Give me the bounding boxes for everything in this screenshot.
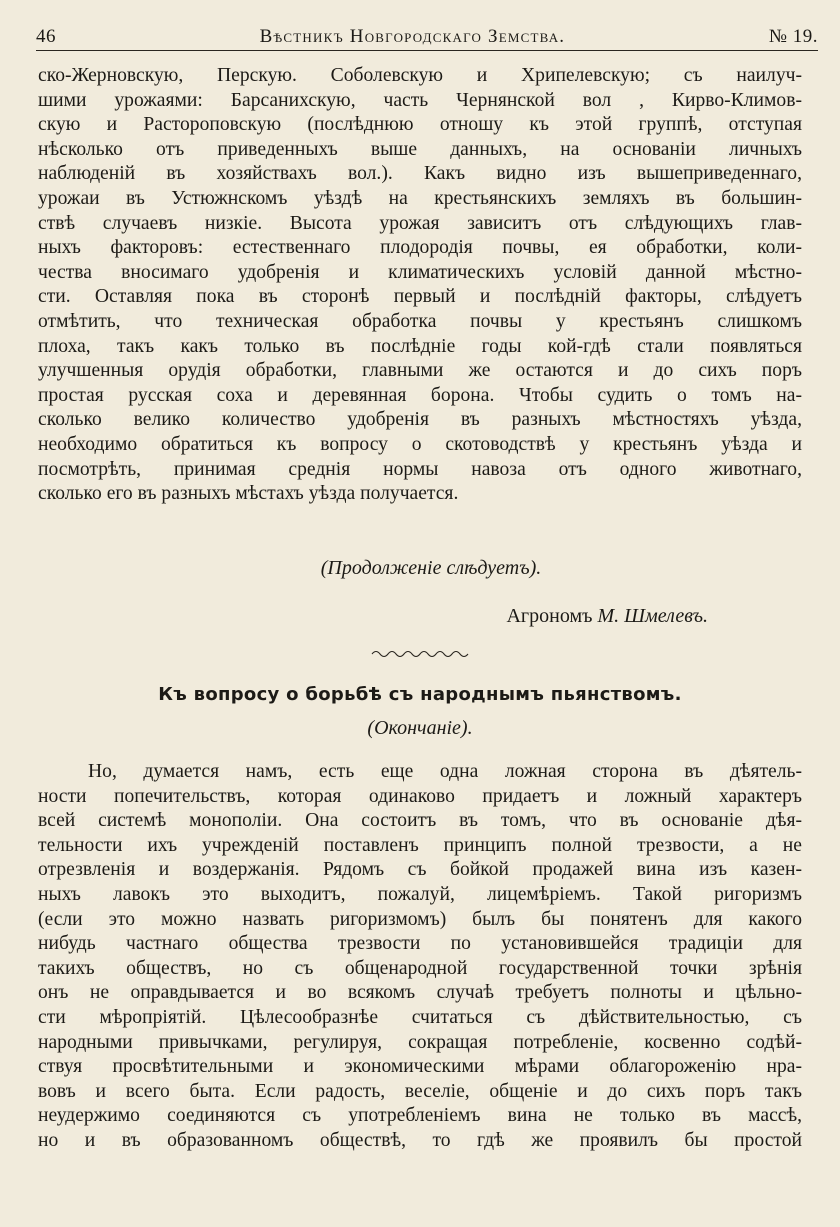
article-subtitle: (Окончаніе). (367, 717, 473, 739)
text-line: отрезвленія и воздержанія. Рядомъ съ бойкой продажей вина изъ казен- (38, 859, 802, 881)
signature-name: М. Шмелевъ. (597, 605, 708, 627)
text-line: сти мѣропріятій. Цѣлесообразнѣе считаться съ дѣйствительностью, съ (38, 1006, 802, 1028)
journal-title: Вѣстникъ Новгородскаго Земства. (259, 26, 566, 47)
text-line: сти. Оставляя пока въ сторонѣ первый и послѣдній факторы, слѣдуетъ (38, 286, 802, 308)
text-line: ско-Жерновскую, Перскую. Соболевскую и Хрипелевскую; съ наилуч- (38, 65, 802, 86)
text-line: ныхъ лавокъ это выходитъ, пожалуй, лицемѣріемъ. Такой ригоризмъ (38, 883, 802, 905)
text-line: простая русская соха и деревянная борона. Чтобы судить о томъ на- (38, 384, 802, 406)
text-line: нѣсколько отъ приведенныхъ выше данныхъ, на основаніи личныхъ (38, 138, 802, 160)
text-line: улучшенныя орудія обработки, главными же остаются и до сихъ поръ (38, 360, 802, 382)
text-line: всей системѣ монополіи. Она состоитъ въ томъ, что въ основаніе дѣя- (38, 810, 802, 832)
page-header (36, 20, 818, 48)
issue-number: № 19. (768, 26, 818, 47)
text-line: ности попечительствъ, которая одинаково придаетъ и ложный характеръ (38, 785, 802, 807)
text-line: (если это можно назвать ригоризмомъ) былъ бы понятенъ для какого (38, 908, 802, 930)
author-signature (506, 605, 708, 628)
article-paragraph (38, 760, 802, 1154)
article-title: Къ вопросу о борьбѣ съ народнымъ пьянствомъ. (158, 684, 682, 705)
text-line: плоха, такъ какъ только въ послѣдніе годы кой-гдѣ стали появляться (38, 335, 802, 357)
header-rule (36, 50, 818, 51)
text-line: тельности ихъ учрежденій поставленъ принципъ полной трезвости, а не (38, 834, 802, 856)
text-line: ныхъ факторовъ: естественнаго плодородія почвы, ея обработки, коли- (38, 237, 802, 259)
text-line: онъ не оправдывается и во всякомъ случаѣ требуетъ полноты и цѣльно- (38, 982, 802, 1004)
text-line: отмѣтить, что техническая обработка почвы у крестьянъ слишкомъ (38, 310, 802, 332)
section-divider-ornament (370, 648, 470, 660)
text-line: ствѣ случаевъ низкіе. Высота урожая зависитъ отъ слѣдующихъ глав- (38, 212, 802, 234)
text-line: нибудь частнаго общества трезвости по установившейся традиціи для (38, 933, 802, 955)
text-line: неудержимо соединяются съ употребленіемъ вина не только въ массѣ, (38, 1105, 802, 1127)
text-line: но и въ образованномъ обществѣ, то гдѣ же проявилъ бы простой (38, 1129, 802, 1151)
text-line: вовъ и всего быта. Если радость, веселіе, общеніе и до сихъ поръ такъ (38, 1080, 802, 1102)
text-line: сколько велико количество удобренія въ разныхъ мѣстностяхъ уѣзда, (38, 409, 802, 431)
text-line: чества вносимаго удобренія и климатическихъ условій данной мѣстно- (38, 261, 802, 283)
text-line: сколько его въ разныхъ мѣстахъ уѣзда получается. (38, 483, 459, 505)
to-be-continued-note: (Продолженіе слѣдуетъ). (320, 557, 542, 579)
text-line: посмотрѣть, принимая среднія нормы навоза отъ одного животнаго, (38, 458, 802, 480)
text-line: урожаи въ Устюжнскомъ уѣздѣ на крестьянскихъ земляхъ въ большин- (38, 187, 802, 209)
text-line: такихъ обществъ, но съ общенародной государственной точки зрѣнія (38, 957, 802, 979)
text-line: наблюденій въ хозяйствахъ вол.). Какъ видно изъ вышеприведеннаго, (38, 163, 802, 185)
text-line: ствуя просвѣтительными и экономическими мѣрами облагороженію нра- (38, 1056, 802, 1078)
text-line: необходимо обратиться къ вопросу о скотоводствѣ у крестьянъ уѣзда и (38, 433, 802, 455)
text-line: Но, думается намъ, есть еще одна ложная сторона въ дѣятель- (88, 761, 802, 782)
continued-paragraph (38, 64, 802, 507)
text-line: шими урожаями: Барсанихскую, часть Чернянской вол , Кирво-Климов- (38, 89, 802, 111)
text-line: народными привычками, регулируя, сокращая потребленіе, косвенно содѣй- (38, 1031, 802, 1053)
signature-role: Агрономъ (506, 605, 593, 627)
text-line: скую и Растороповскую (послѣднюю отношу къ этой группѣ, отступая (38, 114, 802, 136)
page-number: 46 (36, 26, 56, 47)
